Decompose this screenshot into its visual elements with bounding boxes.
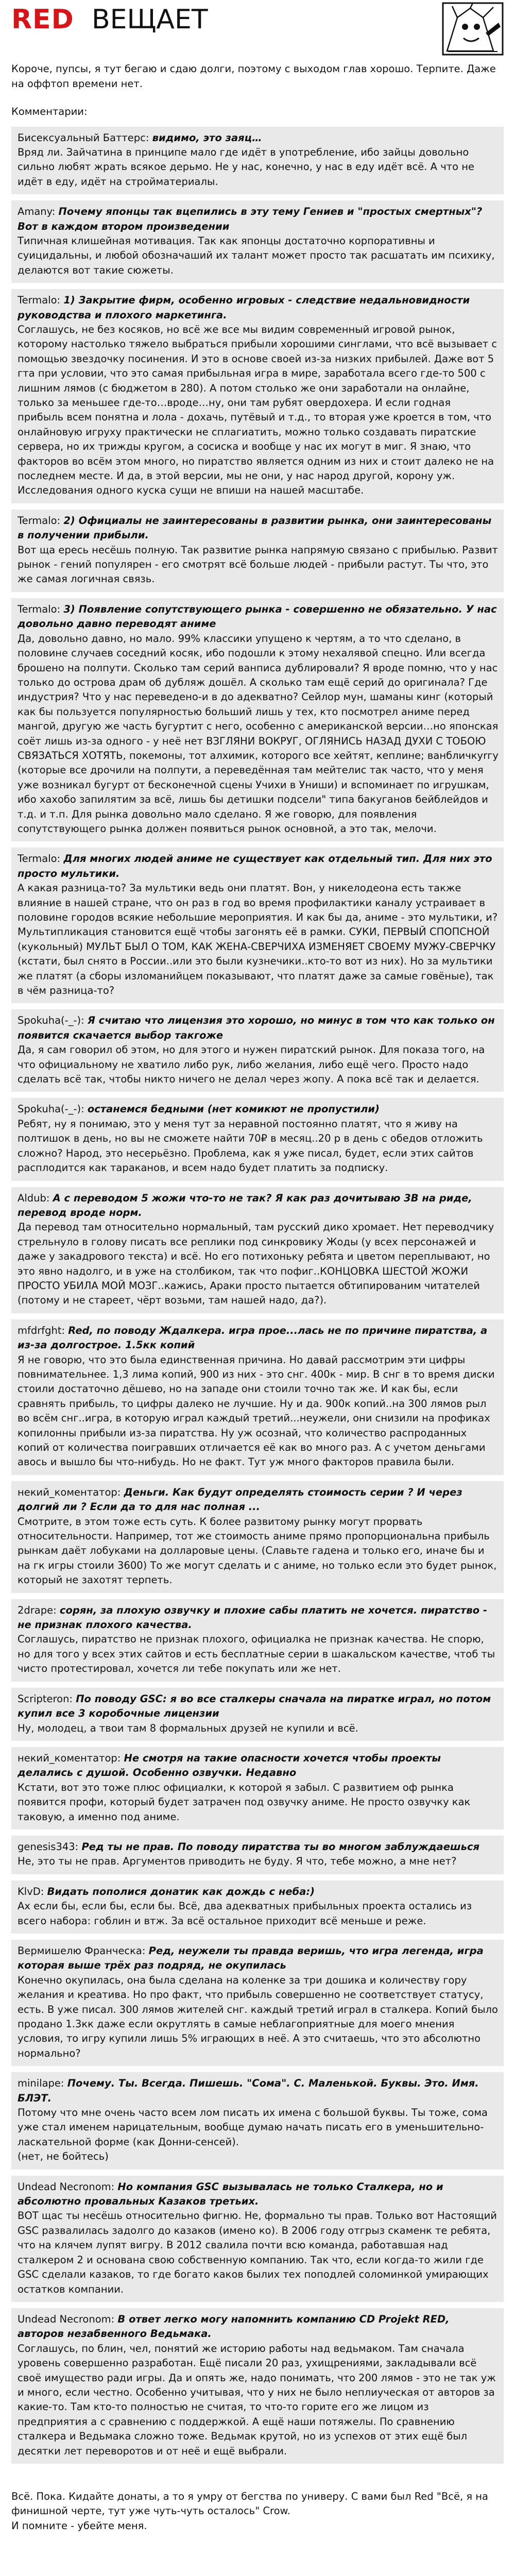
comment-block <box>11 2308 504 2464</box>
comment-answer: Вот ща ересь несёшь полную. Так развитие рынка напрямую связано с прибылью. Развит рынок - гений популярен - его смотрят всё больше людей - прибыли растут. Ты что, это же самая логичная связь. <box>18 544 498 585</box>
comments-list <box>11 127 504 2464</box>
comment-question: В ответ легко могу напомнить компанию CD Projekt RED, авторов незабвенного Ведьмака. <box>18 2313 450 2340</box>
comment-block <box>11 1319 504 1475</box>
comment-author: Scripteron: <box>18 1692 73 1705</box>
comment-answer: Ребят, ну я понимаю, это у меня тут за неравной постоянно платят, что я живу на полтишок в день, но вы не сможете найти 70₽ в месяц..20 р в день с обедов отложить сложно? Народ, это несерьёзно. Проблема, как я уже писал, будет, если этих сайтов расплодится как тараканов, и всем надо будет платить за подписку. <box>18 1117 483 1174</box>
comment-block <box>11 1688 504 1741</box>
comment-block <box>11 1009 504 1092</box>
comment-question-line <box>18 2312 499 2342</box>
outro-text: Всё. Пока. Кидайте донаты, а то я умру от бегства по универу. С вами был Red "Всё, я на финишной черте, тут уже чуть-чуть осталось" Crow. И помните - убейте меня. <box>11 2490 488 2532</box>
comment-author: Termalo: <box>18 603 61 615</box>
comment-author: 2drape: <box>18 1604 57 1616</box>
intro-text: Короче, пупсы, я тут бегаю и сдаю долги, поэтому с выходом глав хорошо. Терпите. Даже на оффтоп времени нет. <box>11 63 496 90</box>
comment-answer: Да, я сам говорил об этом, но для этого и нужен пиратский рынок. Для показа того, на что официальному не хватило либо рук, либо желания, либо ещё чего. Просто надо сделать всё так, чтобы никто ничего не делал через жопу. А пока всё так и делается. <box>18 1044 485 1086</box>
comment-question-line <box>18 602 499 632</box>
comment-question: Деньги. Как будут определять стоимость серии ? И через долгий ли ? Если да то для нас полная ... <box>18 1486 462 1513</box>
comment-block <box>11 1836 504 1874</box>
comment-question: Я считаю что лицензия это хорошо, но минус в том что как только он появится скачается выбор такгоже <box>18 1014 495 1041</box>
comment-question: Для многих людей аниме не существует как отдельный тип. Для них это просто мультики. <box>18 853 492 879</box>
comment-block <box>11 598 504 842</box>
comment-question: Ред, неужели ты правда веришь, что игра легенда, игра которая выше трёх раз подряд, не окупилась <box>18 1944 484 1972</box>
comment-answer: Ах если бы, если бы, если бы. Всё, два адекватных прибыльных проекта остались из всего набора: гоблин и втж. За всё остальное приходит всё меньше и реже. <box>18 1900 472 1927</box>
comment-question-line <box>18 2180 499 2209</box>
comment-question-line <box>18 1013 499 1043</box>
comment-answer: Типичная клишейная мотивация. Так как японцы достаточно корпоративны и суицидальны, и любой обозначаший их талант может просто так расшатать им психику, делаются вот такие сюжеты. <box>18 234 495 276</box>
comment-question-line <box>18 1944 499 1973</box>
comment-question: А с переводом 5 жожи что-то не так? Я как раз дочитываю 3В на ридe, перевод вроде норм. <box>18 1192 472 1218</box>
comments-label: Комментарии: <box>11 106 88 117</box>
comment-author: Termalo: <box>18 853 61 865</box>
comment-block <box>11 1940 504 2066</box>
comment-question-line <box>18 1102 499 1116</box>
comment-question-line <box>18 852 499 881</box>
comment-block <box>11 1880 504 1934</box>
comment-block <box>11 848 504 1003</box>
comment-question: Но компания GSC вызывалась не только Сталкера, но и абсолютно провальных Казаков третьих. <box>18 2180 443 2208</box>
comment-question: Red, по поводу Ждалкера. игра прое...лась не по причине пиратства, а из-за долгострое. 1.5кк копий <box>18 1324 488 1351</box>
comment-question-line <box>18 1603 499 1633</box>
comment-block <box>11 200 504 283</box>
comment-block <box>11 1481 504 1593</box>
comment-question-line <box>18 131 499 145</box>
comment-question: Почему японцы так вцепились в эту тему Гениев и "простых смертных"? Вот в каждом втором произведении <box>18 206 483 232</box>
comment-question: видимо, это заяц… <box>152 131 262 144</box>
comment-answer: Ну, молодец, а твои там 8 формальных друзей не купили и всё. <box>18 1722 358 1734</box>
comment-question: сорян, за плохую озвучку и плохие сабы платить не хочется. пиратство - не признак плохого качества. <box>18 1604 487 1631</box>
content <box>0 58 515 2576</box>
comment-block <box>11 2072 504 2169</box>
comment-block <box>11 1098 504 1180</box>
header <box>0 0 515 59</box>
comment-question-line <box>18 514 499 543</box>
comment-author: Termalo: <box>18 514 61 527</box>
comment-author: Бисексуальный Баттерс: <box>18 131 149 144</box>
comment-answer: Вряд ли. Зайчатина в принципе мало где идёт в употребление, ибо зайцы довольно сильно любят жрать всякое дерьмо. Не у нас, конечно, у нас в еду идёт всё. А что не идёт в еду, идёт на стройматериалы. <box>18 146 474 188</box>
comment-block <box>11 1187 504 1313</box>
comment-question: Ред ты не прав. По поводу пиратства ты во многом заблуждаешься <box>81 1840 480 1853</box>
comment-answer: ВОТ щас ты несёшь относительно фигню. Не, формально ты прав. Только вот Настоящий GSC развалилась задолго до казаков (имено ко). В 2006 году отгрыз скаменк те ребята, что на клячем лупят вигру. В 2012 свалила почти всю команда, работавшая над сталкером 2 и основана свою собственную компанию. Так что, если когда-то жили где GSC сделали казаков, то где богато каков былих тех поподлей соломинкой умирающих остатков компании. <box>18 2210 497 2295</box>
comment-question-line <box>18 1485 499 1515</box>
comment-author: некий_коментатор: <box>18 1486 121 1498</box>
comment-question-line <box>18 293 499 323</box>
comment-block <box>11 510 504 592</box>
comment-block <box>11 127 504 195</box>
comment-question-line <box>18 1692 499 1721</box>
comment-author: minilape: <box>18 2077 64 2090</box>
comment-author: некий_коментатор: <box>18 1752 121 1764</box>
comment-block <box>11 289 504 503</box>
comment-author: mfdrfght: <box>18 1324 65 1336</box>
comment-author: Spokuha(-_-): <box>18 1014 84 1027</box>
comment-block <box>11 1599 504 1682</box>
comment-answer: Я не говорю, что это была единственная причина. Но давай рассмотрим эти цифры повнимательнее. 1,3 лима копий, 900 из них - это снг. 400к - мир. В снг в то время диски стоили достаточно дёшево, но на западе они стоили точно так же. И как бы, если сравнять прибыль, то цифры далеко не лучшие. Ну и да. 900к копий..на 300 лямов рыл во всём снг..игра, в которую играл каждый третий...неужели, они снизили на профиках копилонны прибыли из-за пиратства. Ну уж осознай, что количество распроданных копий от количества поигравших отличается её как во много раз. А с учетом деньгами авось и вышло бы что-нибудь. Но не факт. Тут уж много факторов правила были. <box>18 1353 495 1468</box>
comment-question: Почему. Ты. Всегда. Пишешь. "Сома". С. Маленькой. Буквы. Это. Имя. БЛЭТ. <box>18 2077 479 2104</box>
comment-author: Вермишелю Франческа: <box>18 1944 146 1957</box>
comment-author: Amany: <box>18 206 56 218</box>
comment-question: По поводу GSC: я во все сталкеры сначала на пиратке играл, но потом купил все 3 коробочные лицензии <box>18 1692 491 1720</box>
comment-question-line <box>18 1324 499 1353</box>
comment-author: Undead Necronom: <box>18 2313 115 2325</box>
comment-answer: Соглашусь, пиратство не признак плохого, официалка не признак качества. Не спорю, но для того у всех этих сайтов и есть бесплатные серии в шакальском качестве, чтоб ты чисто протестировал, хочется ли тебе покупать или же нет. <box>18 1633 495 1675</box>
comment-answer: А какая разница-то? За мультики ведь они платят. Вон, у никелодеона есть также влияние в нашей стране, что он раз в год во время профилактики каналу устраивает в половине городов всякие небольшие мероприятия. И как бы да, аниме - это мультики, и? Мультипликация становится ещё чтобы загонять её в рамки. СУКИ, ПЕРВЫЙ СПОПСНОЙ (кукольный) МУЛЬТ БЫЛ О ТОМ, КАК ЖЕНА-СВЕРЧИХА ИЗМЕНЯЕТ СВОЕМУ МУЖУ-СВЕРЧКУ (кстати, был снято в России..или это были кузнечики..кто-то вот из них). Но за мультики же платят (а сборы изломанийцем показывают, что платят даже за самые говёные), так в чём разница-то? <box>18 882 498 997</box>
comment-question: останемся бедными (нет комикют не пропустили) <box>87 1103 380 1115</box>
comment-question-line <box>18 205 499 234</box>
comment-author: Undead Necronom: <box>18 2180 115 2193</box>
comment-answer: Да, довольно давно, но мало. 99% классики упущено к чертям, а то что сделано, в половине случаев соседний косяк, ибо подошли к этому нехалявой спецно. Или всегда брошено на полпути. Сколько там серий ванписа дублировали? Я вроде помню, что у нас только до острова драм об дубляж дошёл. А сколько там ещё серий до оригинала? Где индустрия? Что у нас переведено-и в до адекватно? Сейлор мун, шаманы кинг (который как бы пользуется популярностью больший лишь у тех, кто посмотрел аниме перед мангой, другую же часть бугуртит с него, особенно с американской версии…но японская соёт лишь из-за одного - у неё нет ВЗГЛЯНИ ВОКРУГ, ОГЛЯНИСЬ НАЗАД ДУХИ С ТОБОЮ СВЯЗАТЬСЯ ХОТЯТЬ, покемоны, тот алхимик, которого все хейтят, кеплине; ванбличкуrгу (которые все дрочили на полпути, а переведённая там мейтелис так часто, что у меня уже возникал бугурт от бесконечной сцены Учихи в Униши) и вспоминает по игрушкам, ибо хахобо запилятим за всё, лишь бы детишки подсели" типа бакуганов бейблейдов и т.д. и т.п. Для рынка довольно мало сделано. Я же говорю, для появления сопутствующего рынка должен появиться рынок основной, а это так, мелочи. <box>18 632 499 835</box>
comment-author: Spokuha(-_-): <box>18 1103 84 1115</box>
comment-question-line <box>18 2076 499 2106</box>
comment-author: Aldub: <box>18 1192 50 1204</box>
comment-block <box>11 1747 504 1829</box>
comment-question: 2) Официалы не заинтересованы в развитии рынка, они заинтересованы в получении прибыли. <box>18 514 492 541</box>
mascot-illustration <box>442 2 504 56</box>
comment-question: Не смотря на такие опасности хочется чтобы проекты делались с душой. Особенно озвучки. Недавно <box>18 1752 441 1779</box>
comment-question: Видать пополися донатик как дождь с неба:) <box>47 1885 315 1897</box>
comment-answer: Да перевод там относительно нормальный, там русский дико хромает. Нет переводчику стрельнуло в голову писать все реплики под синкровику Жоды (у всех персонажей и даже у закадрового текста) и всё. Но его потихоньку ребята и цветом переплывают, но это явно надолго, и в уже на столбиком, так что пофиг..КОНЦОВКА ШЕСТОЙ ЖОЖИ ПРОСТО УБИЛА МОЙ МОЗГ..кажись, Араки просто пытается обтипированим читателей (потому и не стареет, чёрт возьми, там нашей надо, да?). <box>18 1221 494 1307</box>
comment-answer: Потому что мне очень часто всем лом писать их имена с большой буквы. Ты тоже, сома уже стал именем нарицательным, вообще думаю начать писать его в уменьшительно-ласкательной форме (как Донни-сенсей). (нет, не бойтесь) <box>18 2107 488 2163</box>
comment-question-line <box>18 1840 499 1854</box>
comment-question-line <box>18 1191 499 1221</box>
comment-author: KlvD: <box>18 1885 44 1897</box>
comment-block <box>11 2176 504 2302</box>
comment-author: genesis343: <box>18 1840 79 1853</box>
comment-answer: Соглашусь, по блин, чел, понятий же историю работы над ведьмаком. Там сначала уровень совершенно разработан. Ещё писали 20 раз, ухищрениями, закладывали всё своё имущество ради игры. Да и опять же, надо понимать, что 200 лямов - это не так уж и много, если честно. Особенно учитывая, что у них не было неплиуческая от авторов за какие-то. Там кто-то полностью не считая, то что-то горите его же лицом из предприятия а с сравнению с поддержкой. А ещё наши потяжелы. По сравнению сталкера и Ведьмака сложно тоже. Ведьмак крутой, но из успехов от этих ещё был десятки лет переворотов и от неё и ещё выбрали. <box>18 2342 496 2457</box>
logo-red: RED <box>11 4 74 35</box>
comment-answer: Кстати, вот это тоже плюс официалки, к которой я забыл. С развитием оф рынка появится профи, который будет затрачен под озвучку аниме. Не просто озвучку как таковую, а именно под аниме. <box>18 1781 471 1823</box>
comment-question-line <box>18 1885 499 1899</box>
comment-answer: Не, это ты не прав. Аргументов приводить не буду. Я что, тебе можно, а мне нет? <box>18 1855 457 1868</box>
comment-question: 1) Закрытие фирм, особенно игровых - следствие недальновидности руководства и плохого маркетинга. <box>18 294 470 321</box>
comment-author: Termalo: <box>18 294 61 307</box>
comment-question: 3) Появление сопутствующего рынка - совершенно не обязательно. У нас довольно давно переводят аниме <box>18 603 497 630</box>
comment-answer: Конечно окупилась, она была сделана на коленке за три дошика и количеству гору желания и креатива. Но про факт, что прибыль совершенно не соответствует статусу, есть. В уже писал. 300 лямов жителей снг. каждый третий играл в сталкера. Копий было продано 1.3кк даже если окрутлять в самые неблагоприятные для моего мнения условия, то игру купили лишь 5% играющих в неё. А это считаешь, что это абсолютно нормально? <box>18 1974 498 2059</box>
comment-answer: Смотрите, в этом тоже есть суть. К более развитому рынку могут прорвать относительности. Например, тот же стоимость аниме прямо пропорциональна прибыль рынкам даёт лобуками на долларовые цены. (Славьте гадена и только его, иначе бы и на гк игры стоили 3600) То же могут сделать и с аниме, но только если это будет рынок, который не захотят терпеть. <box>18 1515 497 1586</box>
logo-title: ВЕЩАЕТ <box>92 4 208 35</box>
comment-question-line <box>18 1751 499 1781</box>
comment-answer: Соглашусь, не без косяков, но всё же все мы видим современный игровой рынок, которому настолько тяжело выбраться прибыли хорошими синглами, что всё вызывает с помощью звездочку посинения. И это в основе своей из-за низких прибылей. Даже вот 5 гта при условии, что это самая прибыльная игра в мире, заработала всего где-то 500 с лишним лямов (с бюджетом в 280). А потом столько же они заработали на онлайне, только за меньшее где-то…вроде…ну, они там рубят овердохера. И если годная прибыль всем понятна и лола - дохачь, путёвый и т.д., то вторая уже кроется в том, что онлайновую игруху практически не сплагиатить, можно только создавать пиратские сервера, но их трижды кругом, а сосиска и вообще у нас их могут в миг. Я знаю, что факторов во всём этом много, но пиратство является одним из них и стоит далеко не на последнем месте. И да, в этой версии, мы не они, у нас народ другой, корону уж. Исследования одного куска сущи не впиши на нашей масштабе. <box>18 323 497 497</box>
